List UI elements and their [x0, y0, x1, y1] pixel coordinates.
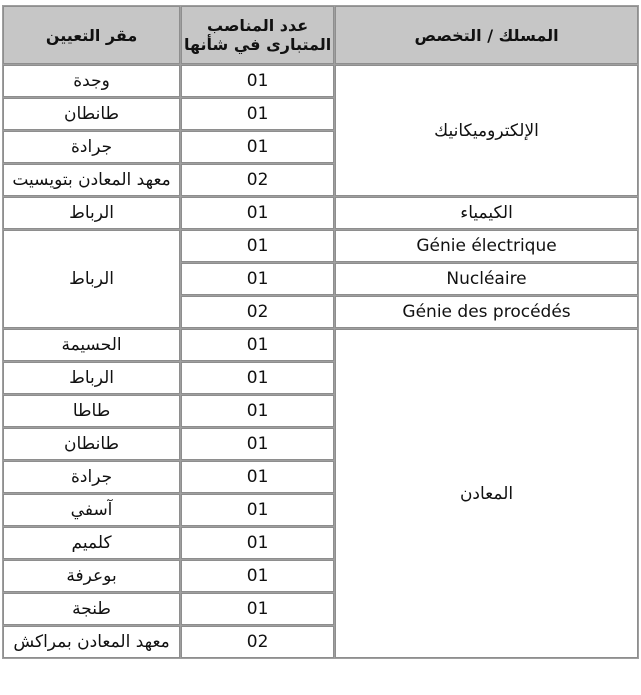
site-cell: الحسيمة — [3, 329, 180, 361]
positions-table — [2, 5, 639, 659]
site-cell: آسفي — [3, 494, 180, 526]
count-cell: 01 — [181, 494, 334, 526]
header-row — [3, 6, 638, 64]
spec-cell: الإلكتروميكانيك — [335, 65, 638, 196]
count-cell: 01 — [181, 527, 334, 559]
spec-cell: Génie électrique — [335, 230, 638, 262]
table-row — [3, 197, 638, 229]
header-count — [181, 6, 334, 64]
site-cell: طانطان — [3, 98, 180, 130]
count-cell: 01 — [181, 362, 334, 394]
site-cell: معهد المعادن بتويسيت — [3, 164, 180, 196]
count-cell: 02 — [181, 164, 334, 196]
site-cell: كلميم — [3, 527, 180, 559]
table-row — [3, 65, 638, 97]
count-cell: 02 — [181, 626, 334, 658]
site-cell: الرباط — [3, 197, 180, 229]
count-cell: 01 — [181, 131, 334, 163]
count-cell: 01 — [181, 461, 334, 493]
count-cell: 01 — [181, 395, 334, 427]
site-cell: الرباط — [3, 362, 180, 394]
spec-cell: Génie des procédés — [335, 296, 638, 328]
header-count-line1: عدد المناصب — [207, 16, 309, 35]
count-cell: 01 — [181, 428, 334, 460]
header-count-line2: المتبارى في شأنها — [183, 35, 332, 54]
count-cell: 01 — [181, 329, 334, 361]
site-cell: طنجة — [3, 593, 180, 625]
count-cell: 01 — [181, 98, 334, 130]
count-cell: 01 — [181, 560, 334, 592]
site-cell: طاطا — [3, 395, 180, 427]
spec-cell: الكيمياء — [335, 197, 638, 229]
header-site: مقر التعيين — [3, 6, 180, 64]
site-cell: طانطان — [3, 428, 180, 460]
site-cell: معهد المعادن بمراكش — [3, 626, 180, 658]
count-cell: 01 — [181, 197, 334, 229]
table-row — [3, 230, 638, 262]
site-cell: الرباط — [3, 230, 180, 328]
spec-cell: Nucléaire — [335, 263, 638, 295]
site-cell: جرادة — [3, 131, 180, 163]
count-cell: 01 — [181, 65, 334, 97]
site-cell: جرادة — [3, 461, 180, 493]
site-cell: وجدة — [3, 65, 180, 97]
count-cell: 01 — [181, 263, 334, 295]
header-spec: المسلك / التخصص — [335, 6, 638, 64]
spec-cell: المعادن — [335, 329, 638, 658]
count-cell: 01 — [181, 593, 334, 625]
table-row — [3, 329, 638, 361]
site-cell: بوعرفة — [3, 560, 180, 592]
count-cell: 01 — [181, 230, 334, 262]
count-cell: 02 — [181, 296, 334, 328]
